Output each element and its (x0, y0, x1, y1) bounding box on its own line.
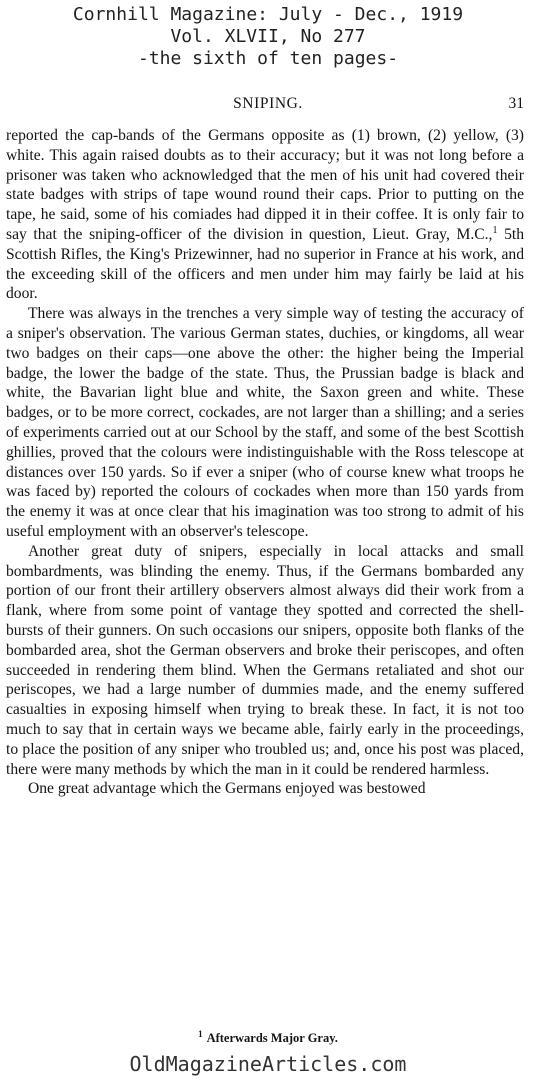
footnote (0, 1028, 536, 1046)
source-header (0, 4, 536, 70)
paragraph-2: There was always in the trenches a very simple way of testing the accuracy of a sniper's observation. The various German states, duchies, or kingdoms, all wear two badges on their caps—one above the other: the higher being the Imperial badge, the lower the badge of the state. Thus, the Prussian badge is black and white, the Bavarian light blue and white, the Saxon green and white. These badges, or to be more correct, cockades, are not larger than a shilling; and a series of experiments carried out at our School by the staff, and some of the best Scottish ghillies, proved that the colours were indistinguishable with the Ross telescope at distances over 150 yards. So if ever a sniper (who of course knew what troops he was faced by) reported the colours of cockades when more than 150 yards from the enemy it was at once clear that his imagination was too strong to admit of his useful employment with an observer's telescope. (6, 305, 524, 540)
article-body (6, 126, 524, 799)
footnote-mark: 1 (198, 1028, 203, 1039)
source-header-line-3: -the sixth of ten pages- (137, 48, 399, 69)
running-head (0, 93, 536, 115)
paragraph-3: Another great duty of snipers, especially in local attacks and small bombardments, was blinding the enemy. Thus, if the Germans bombarded any portion of our front their artillery observers almost always did their work from a flank, where from some point of vantage they spotted and corrected the shell-bursts of their gunners. On such occasions our snipers, opposite both flanks of the bombarded area, shot the German observers and broke their periscopes, and often succeeded in rendering them blind. When the Germans retaliated and shot our periscopes, we had a large number of dummies made, and the enemy suffered casualties in exposing himself when trying to break these. In fact, it is not too much to say that in certain ways we became able, fairly early in the proceedings, to place the position of any sniper who troubled us; and, once his post was placed, there were many methods by which the man in it could be rendered harmless. (6, 542, 524, 778)
running-title: SNIPING. (233, 95, 303, 112)
source-header-line-1: Cornhill Magazine: July - Dec., 1919 (72, 4, 464, 25)
paragraph-1 (6, 126, 524, 304)
source-header-line-2: Vol. XLVII, No 277 (170, 26, 366, 47)
paragraph-4: One great advantage which the Germans enjoyed was bestowed (28, 780, 426, 798)
footnote-text: Afterwards Major Gray. (206, 1031, 338, 1045)
site-watermark: OldMagazineArticles.com (129, 1052, 407, 1076)
footnote-reference: 1 (492, 224, 498, 236)
paragraph-1-text-a: reported the cap-bands of the Germans opposite as (1) brown, (2) yellow, (3) white. This again raised doubts as to their accuracy; but it was not long before a prisoner was taken who acknowledged that the men of his unit had covered their state badges with strips of tape wound round their caps. Prior to putting on the tape, he said, some of his comiades had dipped it in their coffee. It is only fair to say that the sniping-officer of the division in question, Lieut. Gray, M.C., (6, 127, 524, 243)
paragraph-1-text-b: 5th Scottish Rifles, the King's Prizewinner, had no superior in France at his work, and the exceeding skill of the officers and men under him may fairly be laid at his door. (6, 225, 525, 303)
page-number: 31 (508, 95, 524, 112)
